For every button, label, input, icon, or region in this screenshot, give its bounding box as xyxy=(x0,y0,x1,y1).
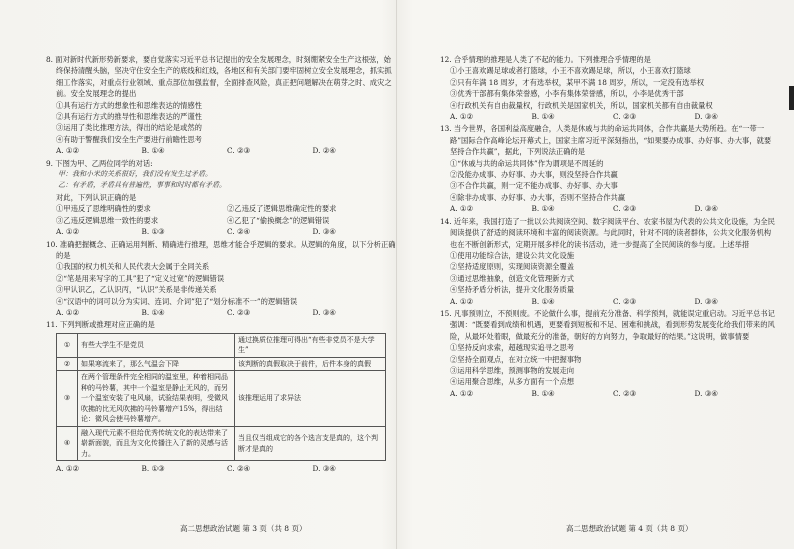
q8-option: ②具有运行方式的推导性和思维表达的严谨性 xyxy=(56,112,202,122)
row-statement: 在两个管理条件完全相同的温室里，种着相同品种的马铃薯，其中一个温室是静止无风的，而另一个温室安装了电风扇，试验结果表明，受微风吹拂的比无风吹拂的马铃薯增产15%，得出结论：微风会使马铃薯增产。 xyxy=(78,371,235,427)
row-analysis: 通过换质位推理可得出“有些非党员不是大学生” xyxy=(235,333,386,357)
q10-option: ④“汉语中的词可以分为实词、连词、介词”犯了“划分标准不一”的逻辑错误 xyxy=(56,296,298,306)
choice-b: B. ①④ xyxy=(531,204,555,214)
q12-option: ③优秀干部都有集体荣誉感，小李有集体荣誉感，所以，小李是优秀干部 xyxy=(450,89,684,99)
q9-ask: 对此，下列认识正确的是 xyxy=(56,192,137,202)
row-number: ② xyxy=(57,357,78,371)
row-statement: 有些大学生不是党员 xyxy=(78,333,235,357)
choice-c: C. ②③ xyxy=(227,307,251,317)
q9-choices xyxy=(46,226,398,237)
q11-choices xyxy=(46,463,398,474)
choice-c: C. ②④ xyxy=(227,227,251,237)
q10-option: ①我国的权力机关和人民代表大会属于全同关系 xyxy=(56,262,210,272)
choice-d: D. ③④ xyxy=(312,464,336,474)
q9-options-row xyxy=(46,215,398,226)
q11-stem: 11. 下列判断或推理对应正确的是 xyxy=(46,320,155,330)
choice-d: D. ③④ xyxy=(312,227,336,237)
choice-b: B. ①④ xyxy=(531,296,555,306)
q13-option: ②没能办成事、办好事、办大事，则没坚持合作共赢 xyxy=(450,170,618,180)
q13-option: ①“休戚与共的命运共同体”作为谓项是不周延的 xyxy=(450,158,604,168)
choice-c: C. ②③ xyxy=(613,112,637,122)
q10-choices xyxy=(46,307,398,318)
q15-choices xyxy=(440,388,776,399)
question-12 xyxy=(440,54,776,122)
row-number: ① xyxy=(57,333,78,357)
q12-choices xyxy=(440,111,776,122)
q15-option: ④运用聚合思维，从多方面有一个点想 xyxy=(450,377,575,387)
q14-option: ③通过思维抽象，创造文化管理新方式 xyxy=(450,273,575,283)
choice-d: D. ②④ xyxy=(312,146,336,156)
q13-option: ③不合作共赢，则一定不能办成事、办好事、办大事 xyxy=(450,181,618,191)
q15-option: ②坚持全面观点，在对立统一中把握事物 xyxy=(450,354,582,364)
q15-stem: 15. 凡事预则立，不预则废。不论做什么事，提前充分准备、科学预判，就能误定重启动。习近平总书记强调：“既要看到成绩和机遇，更要看到短板和不足、困难和挑战，看到形势发展变化给我们带来的风险，从最坏处着眼，做最充分的准备，朝好的方向努力，争取最好的结果。”这说明，做事情要 xyxy=(440,308,775,341)
choice-a: A. ①② xyxy=(56,227,79,237)
page-3-footer: 高二思想政治试题 第 3 页（共 8 页） xyxy=(180,524,307,533)
table-row xyxy=(57,333,386,357)
q9-dialog-line: 甲：我和小米的关系很好，我们没有发生过矛盾。 xyxy=(58,170,212,179)
question-13 xyxy=(440,123,776,214)
choice-b: B. ①④ xyxy=(531,388,555,398)
question-15 xyxy=(440,308,776,399)
q9-option: ③乙违反逻辑思维一致性的要求 xyxy=(56,215,159,225)
q9-stem: 9. 下图为甲、乙两位同学的对话: xyxy=(46,158,153,168)
q8-stem: 8. 面对新时代新形势新要求，要自觉落实习近平总书记提出的安全发展理念，时刻绷紧安全生产这根弦，始终保持清醒头脑，坚决守住安全生产的底线和红线，各地区和有关部门要牢固树立安全发展理念，抓实抓细工作落实，对重点行业领域、重点部位加强监督，全面排查风险，真正把问题解决在萌芽之时、成灾之前。安全发展理念的提出 xyxy=(46,55,392,99)
q14-stem: 14. 近年来，我国打造了一批以公共阅读空间、数字阅读平台、农家书屋为代表的公共文化设施，为全民阅读提供了舒适的阅读环境和丰富的阅读资源。与此同时，针对不同的读者群体，公共文化服务机构也在不断创新形式，定期开展多样化的读书活动，进一步提高了全民阅读的参与度。上述举措 xyxy=(440,216,775,249)
q14-option: ①使用功能综合法，建设公共文化设施 xyxy=(450,250,575,260)
question-8 xyxy=(46,54,398,157)
q12-option: ①小王喜欢踢足球或者打篮球，小王不喜欢踢足球，所以，小王喜欢打篮球 xyxy=(450,66,691,76)
q12-stem: 12. 合乎情理的推理是人类了不起的能力。下列推理合乎情理的是 xyxy=(440,55,651,64)
q11-table xyxy=(56,333,386,462)
edge-mark xyxy=(789,86,794,110)
q9-option: ④乙犯了“偷换概念”的逻辑错误 xyxy=(227,215,330,225)
q8-option: ③运用了类比推理方法，得出的结论是或然的 xyxy=(56,123,202,133)
choice-c: C. ②③ xyxy=(613,388,637,398)
choice-d: D. ③④ xyxy=(312,307,336,317)
choice-a: A. ①② xyxy=(450,388,473,398)
table-row xyxy=(57,426,386,461)
q9-options-row xyxy=(46,203,398,214)
row-statement: 如果寒流来了，那么气温会下降 xyxy=(78,357,235,371)
q8-option: ①具有运行方式的想象性和思维表达的情感性 xyxy=(56,100,202,110)
row-analysis: 该判断的真假取决于前件，后件本身的真假 xyxy=(235,357,386,371)
table-row xyxy=(57,371,386,427)
row-statement: 融入现代元素不但给优秀传统文化的表达带来了崭新面貌，而且为文化传播注入了新的灵感与活力。 xyxy=(78,426,235,461)
q9-dialog-line: 乙：有矛盾，矛盾具有普遍性，事事和时时都有矛盾。 xyxy=(58,181,226,190)
choice-b: B. ①④ xyxy=(531,112,555,122)
row-number: ④ xyxy=(57,426,78,461)
choice-d: D. ③④ xyxy=(694,388,718,398)
question-11 xyxy=(46,319,398,474)
row-analysis: 该推理运用了求异法 xyxy=(235,371,386,427)
q13-choices xyxy=(440,203,776,214)
choice-b: B. ①④ xyxy=(141,146,165,156)
question-10 xyxy=(46,239,398,319)
choice-c: C. ②④ xyxy=(227,464,251,474)
choice-b: B. ①③ xyxy=(141,227,165,237)
page-4-column xyxy=(440,54,776,400)
q8-choices xyxy=(46,145,398,156)
q8-option: ④有助于警醒我们安全生产要进行前瞻性思考 xyxy=(56,134,202,144)
question-9 xyxy=(46,158,398,238)
q12-option: ④行政机关有自由裁量权，行政机关是国家机关，所以，国家机关都有自由裁量权 xyxy=(450,100,713,110)
choice-b: B. ①③ xyxy=(141,464,165,474)
q14-option: ②坚持适度原则，实现阅读资源全覆盖 xyxy=(450,262,575,272)
q9-option: ①甲违反了思维明确性的要求 xyxy=(56,204,151,214)
q15-option: ③运用科学思维，预测事物的发展走向 xyxy=(450,365,575,375)
choice-a: A. ①② xyxy=(450,296,473,306)
choice-a: A. ①② xyxy=(450,204,473,214)
choice-a: A. ①② xyxy=(450,112,473,122)
q10-stem: 10. 准确把握概念、正确运用判断、精确进行推理，思维才能合乎逻辑的要求。从逻辑的角度，以下分析正确的是 xyxy=(46,239,396,260)
page-4-footer: 高二思想政治试题 第 4 页（共 8 页） xyxy=(566,524,693,533)
choice-a: A. ①② xyxy=(56,464,79,474)
q9-option: ②乙违反了逻辑思维确定性的要求 xyxy=(227,204,337,214)
choice-a: A. ①② xyxy=(56,146,79,156)
choice-d: D. ③④ xyxy=(694,296,718,306)
choice-c: C. ②③ xyxy=(227,146,251,156)
row-number: ③ xyxy=(57,371,78,427)
q15-option: ①坚持反向求索，超越现实追寻之思考 xyxy=(450,343,575,353)
choice-c: C. ②③ xyxy=(613,204,637,214)
q14-choices xyxy=(440,296,776,307)
q14-option: ④坚持矛盾分析法，提升文化服务质量 xyxy=(450,285,575,295)
choice-d: D. ③④ xyxy=(694,112,718,122)
question-14 xyxy=(440,216,776,307)
q10-option: ②“笔是用来写字的工具”犯了“定义过宽”的逻辑错误 xyxy=(56,273,225,283)
choice-b: B. ①④ xyxy=(141,307,165,317)
q13-option: ④除非办成事、办好事、办大事，否则不坚持合作共赢 xyxy=(450,192,626,202)
choice-c: C. ②③ xyxy=(613,296,637,306)
choice-a: A. ①② xyxy=(56,307,79,317)
q12-option: ②只有年满 18 周岁，才有选举权，某甲不满 18 周岁，所以，一定没有选举权 xyxy=(450,77,705,87)
q13-stem: 13. 当今世界，各国利益高度融合，人类是休戚与共的命运共同体，合作共赢是大势所趋。在“一带一路”国际合作高峰论坛开幕式上，国家主席习近平深刻指出，“如果要办成事、办好事、办大事，就要坚持合作共赢”，据此，下列说法正确的是 xyxy=(440,124,772,157)
page-3-column xyxy=(46,54,398,476)
q10-option: ③甲认识乙，乙认识丙，“认识”关系是非传递关系 xyxy=(56,285,217,295)
choice-d: D. ③④ xyxy=(694,204,718,214)
row-analysis: 当且仅当组成它的各个选言支是真的，这个判断才是真的 xyxy=(235,426,386,461)
table-row xyxy=(57,357,386,371)
